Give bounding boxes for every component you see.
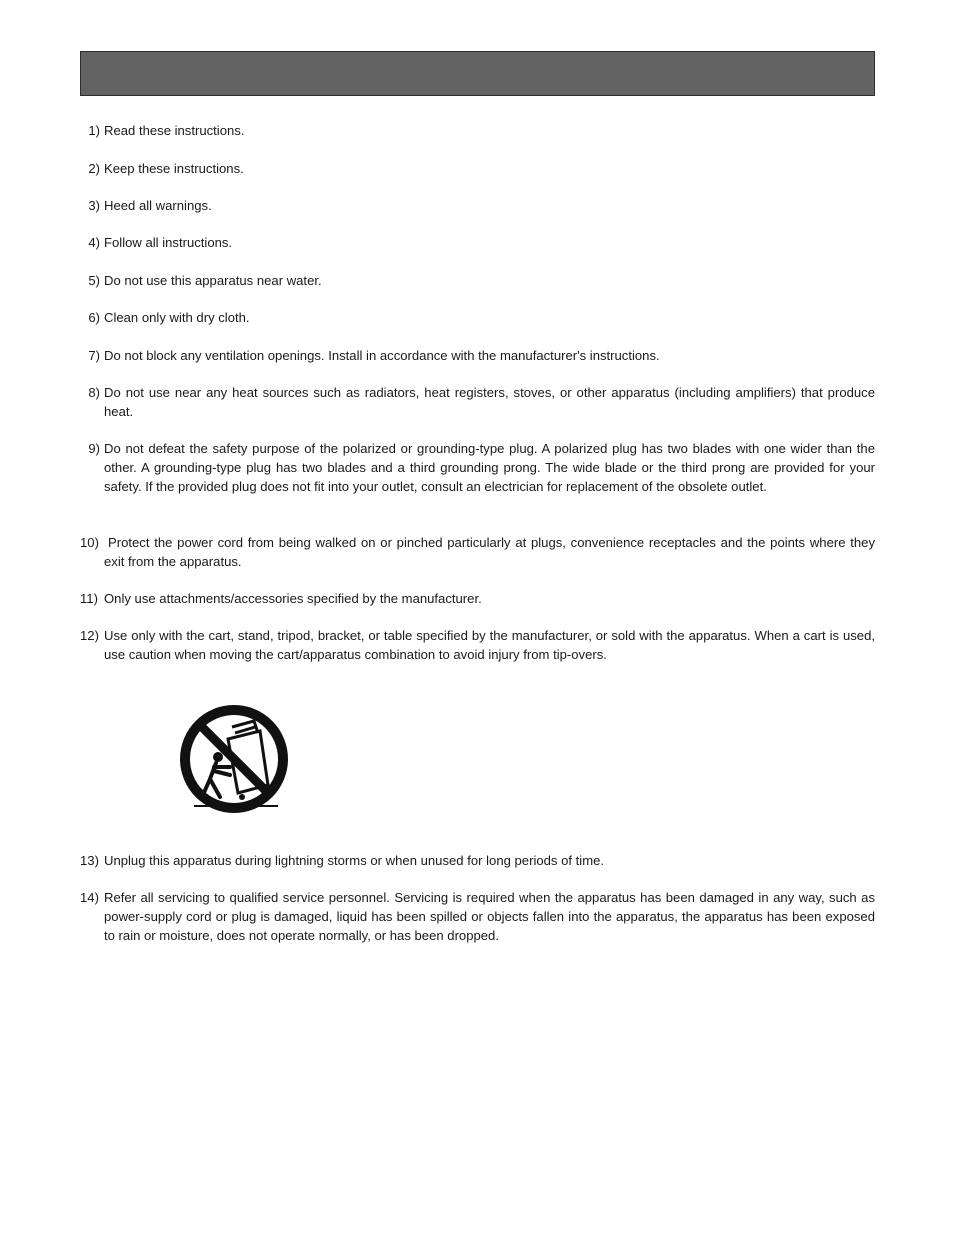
item-text: Refer all servicing to qualified service personnel. Servicing is required when the apparatus has been damaged in any way, such as power-supply cord or plug is damaged, liquid has been spilled or objects fallen into the apparatus, the apparatus has been exposed to rain or moisture, does not operate normally, or has been dropped. xyxy=(104,890,875,943)
list-item xyxy=(80,627,875,665)
item-number: 10) xyxy=(80,535,99,550)
item-number: 3) xyxy=(88,198,100,213)
item-number: 14) xyxy=(80,890,99,905)
item-number: 1) xyxy=(88,123,100,138)
item-text: Follow all instructions. xyxy=(104,235,233,250)
item-text: Do not use near any heat sources such as radiators, heat registers, stoves, or other apparatus (including amplifiers) that produce heat. xyxy=(104,385,875,419)
item-text: Use only with the cart, stand, tripod, bracket, or table specified by the manufacturer, or sold with the apparatus. When a cart is used, use caution when moving the cart/apparatus combination to avoid injury from tip-overs. xyxy=(104,628,875,662)
list-item xyxy=(80,384,875,422)
item-text: Clean only with dry cloth. xyxy=(104,310,250,325)
item-number: 5) xyxy=(88,273,100,288)
list-item xyxy=(80,590,875,609)
item-text: Heed all warnings. xyxy=(104,198,212,213)
item-text: Do not block any ventilation openings. Install in accordance with the manufacturer's instructions. xyxy=(104,348,660,363)
list-item xyxy=(80,440,875,496)
cart-tip-over-warning-icon xyxy=(180,705,290,815)
item-text: Keep these instructions. xyxy=(104,161,244,176)
item-number: 7) xyxy=(88,348,100,363)
list-item xyxy=(80,347,875,366)
item-text: Unplug this apparatus during lightning storms or when unused for long periods of time. xyxy=(104,853,605,868)
list-item xyxy=(80,272,875,291)
item-text: Do not defeat the safety purpose of the polarized or grounding-type plug. A polarized plug has two blades with one wider than the other. A grounding-type plug has two blades and a third grounding prong. The wide blade or the third prong are provided for your safety. If the provided plug does not fit into your outlet, consult an electrician for replacement of the obsolete outlet. xyxy=(104,441,875,494)
item-text: Only use attachments/accessories specified by the manufacturer. xyxy=(104,591,482,606)
section-header-bar xyxy=(80,51,875,96)
list-item xyxy=(80,122,875,141)
item-text: Protect the power cord from being walked on or pinched particularly at plugs, convenience receptacles and the points where they exit from the apparatus. xyxy=(104,535,875,569)
list-item xyxy=(80,160,875,179)
list-item xyxy=(80,197,875,216)
item-number: 9) xyxy=(88,441,100,456)
item-text: Do not use this apparatus near water. xyxy=(104,273,322,288)
list-item xyxy=(80,852,875,871)
item-number: 13) xyxy=(80,853,99,868)
list-item xyxy=(80,534,875,572)
item-number: 8) xyxy=(88,385,100,400)
list-item xyxy=(80,889,875,945)
item-text: Read these instructions. xyxy=(104,123,245,138)
item-number: 6) xyxy=(88,310,100,325)
list-item xyxy=(80,234,875,253)
item-number: 12) xyxy=(80,628,99,643)
item-number: 4) xyxy=(88,235,100,250)
item-number: 2) xyxy=(88,161,100,176)
list-item xyxy=(80,309,875,328)
item-number: 11) xyxy=(80,591,98,606)
